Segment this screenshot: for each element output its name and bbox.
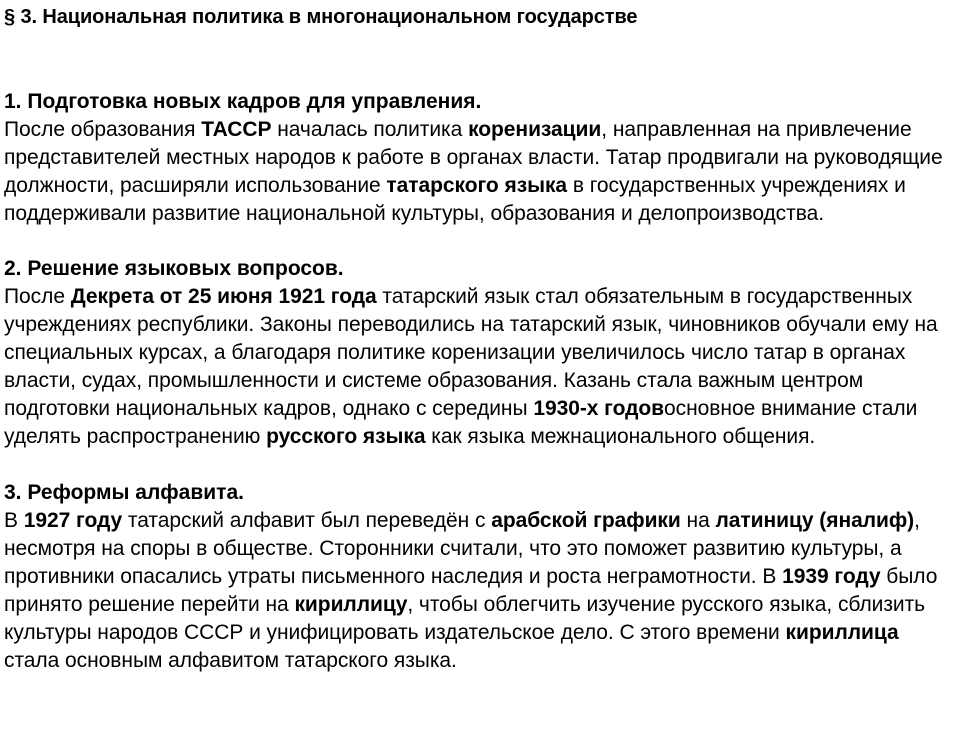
- text-run: на: [680, 509, 716, 532]
- text-run: После: [4, 285, 71, 308]
- text-run: татарский язык стал обязательным в государственных учреждениях республики. Законы переводились на татарский язык, чиновников обучали ему на специальных курсах, а благодаря политике коренизации увеличилось число татар в органах власти, судах, промышленности и системе образования. Казань стала важным центром подготовки национальных кадров, однако с середины: [4, 285, 938, 420]
- section-cadres: [4, 88, 954, 228]
- bold-term: ТАССР: [201, 118, 272, 141]
- bold-term: латиницу (яналиф): [715, 509, 915, 532]
- text-run: как языка межнационального общения.: [425, 425, 816, 448]
- bold-term: 1927 году: [23, 509, 123, 532]
- text-run: После образования: [4, 118, 202, 141]
- section-body: [4, 283, 954, 451]
- bold-term: коренизации: [468, 118, 602, 141]
- section-alphabet: [4, 479, 954, 675]
- section-heading: 2. Решение языковых вопросов.: [4, 257, 344, 280]
- text-run: , чтобы облегчить изучение русского языка, сблизить культуры народов СССР и унифицировать издательское дело. С этого времени: [4, 593, 926, 644]
- text-run: было принято решение перейти на: [4, 565, 938, 616]
- text-run: , несмотря на споры в обществе. Сторонники считали, что это поможет развитию культуры, а противники опасались утраты письменного наследия и роста неграмотности. В: [4, 509, 920, 588]
- text-run: началась политика: [271, 118, 469, 141]
- bold-term: Декрета от 25 июня 1921 года: [70, 285, 377, 308]
- bold-term: кириллицу: [294, 593, 408, 616]
- text-run: татарский алфавит был переведён с: [122, 509, 492, 532]
- bold-term: 1930-х годов: [533, 397, 665, 420]
- section-heading: 3. Реформы алфавита.: [4, 481, 244, 504]
- text-run: основное внимание стали уделять распространению: [4, 397, 918, 448]
- section-heading: 1. Подготовка новых кадров для управления.: [4, 90, 482, 113]
- text-run: стала основным алфавитом татарского языка.: [4, 649, 457, 672]
- text-run: В: [4, 509, 24, 532]
- text-run: , направленная на привлечение представителей местных народов к работе в органах власти. Татар продвигали на руководящие должности, расширяли использование: [4, 118, 943, 197]
- bold-term: 1939 году: [782, 565, 881, 588]
- bold-term: арабской графики: [491, 509, 681, 532]
- page-title: § 3. Национальная политика в многонациональном государстве: [4, 6, 638, 28]
- section-body: [4, 507, 954, 675]
- bold-term: кириллица: [785, 621, 899, 644]
- text-run: в государственных учреждениях и поддерживали развитие национальной культуры, образования и делопроизводства.: [4, 174, 906, 225]
- bold-term: русского языка: [266, 425, 426, 448]
- section-body: [4, 116, 954, 228]
- section-language: [4, 255, 954, 451]
- bold-term: татарского языка: [386, 174, 568, 197]
